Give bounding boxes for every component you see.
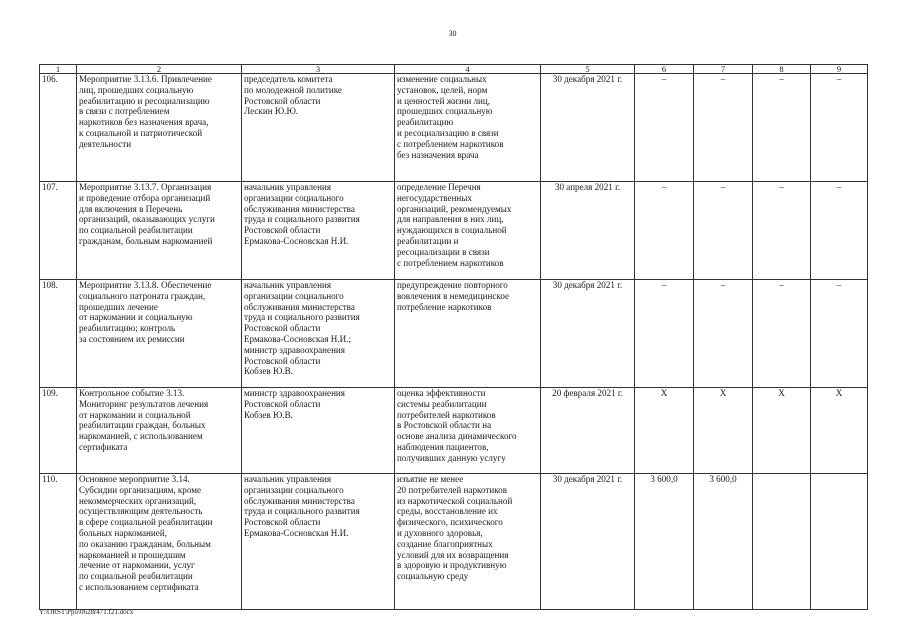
value-cell [753,474,811,610]
column-header: 7 [694,65,753,74]
responsible-cell: начальник управления организации социального обслуживания министерства труда и социального развития Ростовской области Ермакова-Сосновская Н.И. [242,474,395,610]
column-header: 9 [811,65,868,74]
table-row [40,74,868,182]
event-cell: Основное мероприятие 3.14. Субсидии организациям, кроме некоммерческих организаций, осуществляющим деятельность в сфере социальной реабилитации больных наркоманией, по оказанию гражданам, больным наркоманией и прошедшим лечение от наркомании, услуг по социальной реабилитации с использованием сертификата [77,474,242,610]
row-number: 106. [40,74,77,182]
column-header: 6 [635,65,694,74]
measures-table [39,64,868,610]
value-cell: – [753,74,811,182]
column-header: 8 [753,65,811,74]
value-cell: – [811,280,868,388]
result-cell: изменение социальных установок, целей, норм и ценностей жизни лиц, прошедших социальную реабилитацию и ресоциализацию в связи с потреблением наркотиков без назначения врача [395,74,541,182]
value-cell: – [635,280,694,388]
value-cell: Х [694,388,753,474]
value-cell: Х [753,388,811,474]
value-cell: – [811,182,868,280]
result-cell: оценка эффективности системы реабилитации потребителей наркотиков в Ростовской области на основе анализа динамического наблюдения пациентов, получивших данную услугу [395,388,541,474]
date-cell: 20 февраля 2021 г. [541,388,635,474]
date-cell: 30 декабря 2021 г. [541,74,635,182]
responsible-cell: председатель комитета по молодежной политике Ростовской области Лескин Ю.Ю. [242,74,395,182]
row-number: 110. [40,474,77,610]
responsible-cell: начальник управления организации социального обслуживания министерства труда и социального развития Ростовской области Ермакова-Сосновская Н.И. [242,182,395,280]
value-cell: 3 600,0 [694,474,753,610]
value-cell: – [635,182,694,280]
date-cell: 30 декабря 2021 г. [541,280,635,388]
value-cell [811,474,868,610]
result-cell: предупреждение повторного вовлечения в немедицинское потребление наркотиков [395,280,541,388]
value-cell: – [694,280,753,388]
value-cell: Х [635,388,694,474]
responsible-cell: министр здравоохранения Ростовской области Кобзев Ю.В. [242,388,395,474]
table-header-row [40,65,868,74]
file-path-footer: Y:\ORST\Ppo\0628r471.f21.docx [39,608,134,616]
event-cell: Мероприятие 3.13.7. Организация и проведение отбора организаций для включения в Перечень организаций, оказывающих услуги по социальной реабилитации гражданам, больным наркоманией [77,182,242,280]
table-row [40,280,868,388]
event-cell: Мероприятие 3.13.6. Привлечение лиц, прошедших социальную реабилитацию и ресоциализацию в связи с потреблением наркотиков без назначения врача, к социальной и патриотической деятельности [77,74,242,182]
table-row [40,182,868,280]
value-cell: – [635,74,694,182]
date-cell: 30 апреля 2021 г. [541,182,635,280]
result-cell: изъятие не менее 20 потребителей наркотиков из наркотической социальной среды, восстановление их физического, психического и духовного здоровья, создание благоприятных условий для их возвращения в здоровую и продуктивную социальную среду [395,474,541,610]
column-header: 1 [40,65,77,74]
table-row [40,474,868,610]
date-cell: 30 декабря 2021 г. [541,474,635,610]
page-number: 30 [448,29,457,38]
column-header: 2 [77,65,242,74]
row-number: 109. [40,388,77,474]
table-row [40,388,868,474]
value-cell: – [694,74,753,182]
column-header: 4 [395,65,541,74]
row-number: 107. [40,182,77,280]
value-cell: – [753,182,811,280]
value-cell: Х [811,388,868,474]
column-header: 3 [242,65,395,74]
event-cell: Мероприятие 3.13.8. Обеспечение социального патроната граждан, прошедших лечение от наркомании и социальную реабилитацию; контроль за состоянием их ремиссии [77,280,242,388]
row-number: 108. [40,280,77,388]
value-cell: 3 600,0 [635,474,694,610]
value-cell: – [753,280,811,388]
event-cell: Контрольное событие 3.13. Мониторинг результатов лечения от наркомании и социальной реабилитации граждан, больных наркоманией, с использованием сертификата [77,388,242,474]
result-cell: определение Перечня негосударственных организаций, рекомендуемых для направления в них лиц, нуждающихся в социальной реабилитации и ресоциализации в связи с потреблением наркотиков [395,182,541,280]
value-cell: – [694,182,753,280]
responsible-cell: начальник управления организации социального обслуживания министерства труда и социального развития Ростовской области Ермакова-Сосновская Н.И.; министр здравоохранения Ростовской области Кобзев Ю.В. [242,280,395,388]
column-header: 5 [541,65,635,74]
value-cell: – [811,74,868,182]
